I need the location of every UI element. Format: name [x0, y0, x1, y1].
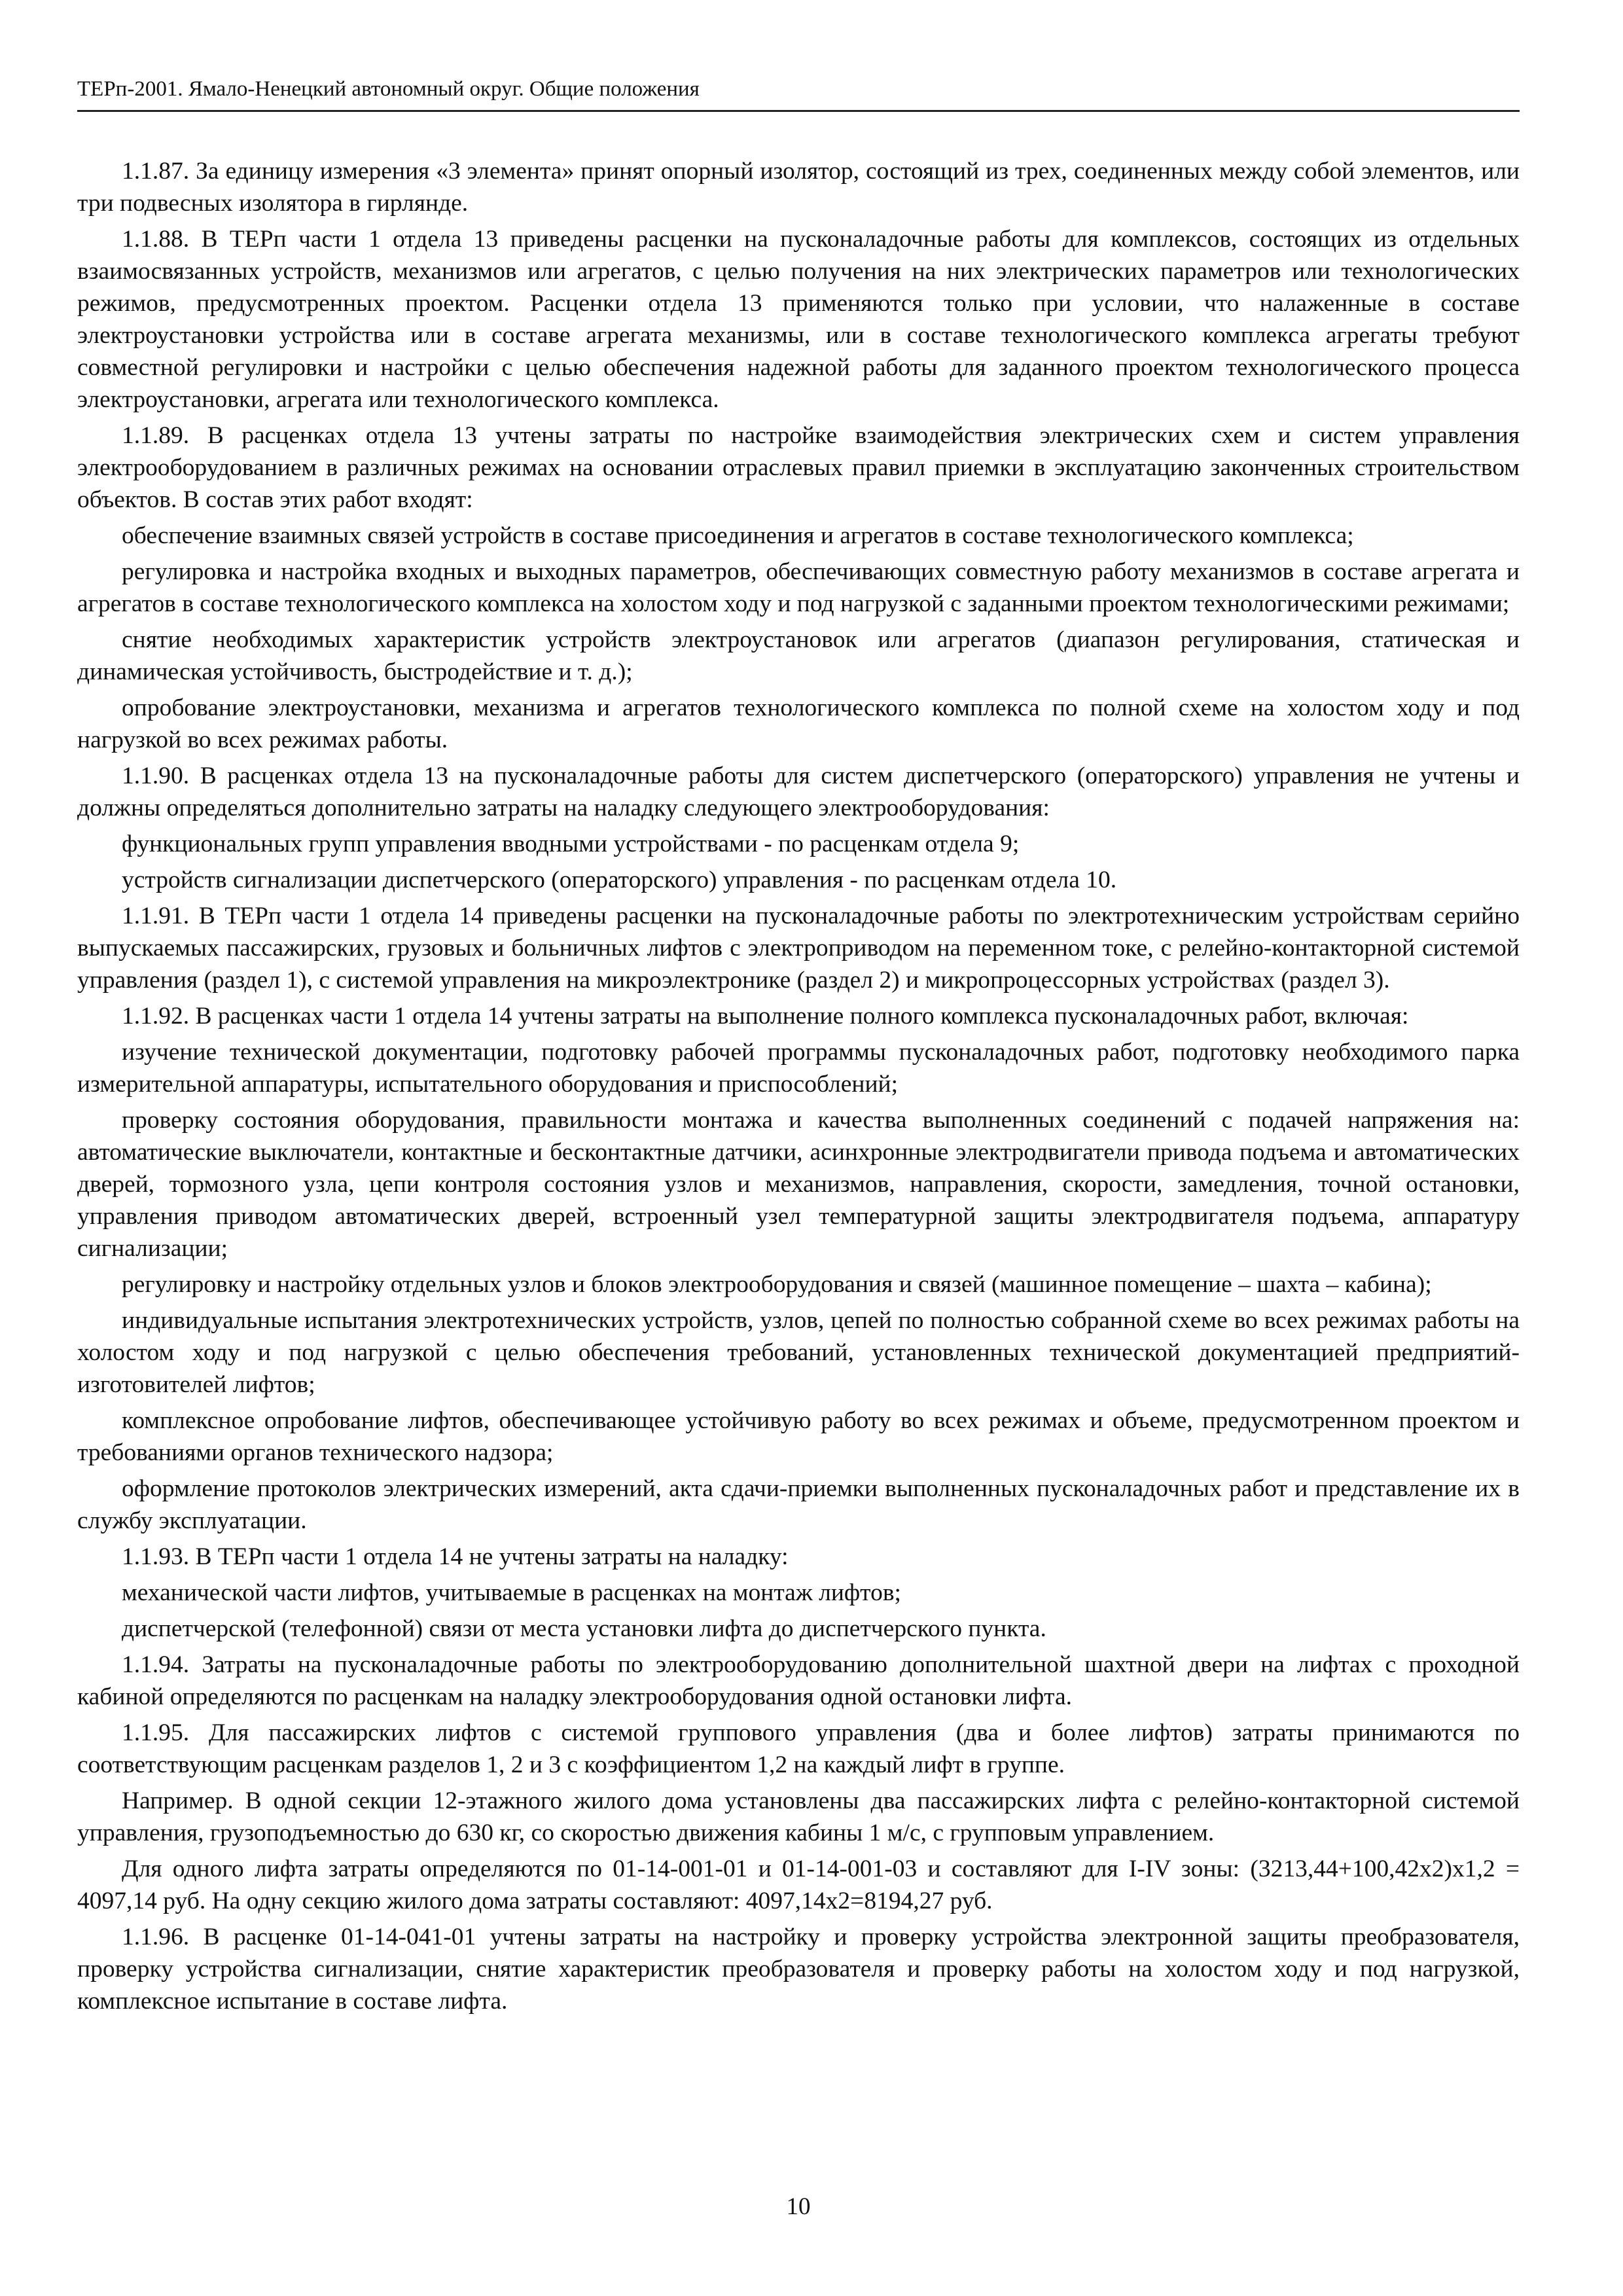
paragraph-1-1-93: 1.1.93. В ТЕРп части 1 отдела 14 не учтены затраты на наладку:	[122, 1543, 789, 1570]
list-item: проверку состояния оборудования, правильности монтажа и качества выполненных соединений с подачей напряжения на: автоматические выключатели, контактные и бесконтактные датчики, асинхронные электродвигатели привода подъема и автоматических дверей, тормозного узла, цепи контроля состояния узлов и механизмов, направления, скорости, замедления, точной остановки, управления приводом автоматических дверей, встроенный узел температурной защиты электродвигателя подъема, аппаратуру сигнализации;	[77, 1107, 1520, 1262]
paragraph-1-1-94: 1.1.94. Затраты на пусконаладочные работы по электрооборудованию дополнительной шахтной двери на лифтах с проходной кабиной определяются по расценкам на наладку электрооборудования одной остановки лифта.	[77, 1651, 1520, 1710]
list-item: диспетчерской (телефонной) связи от места установки лифта до диспетчерского пункта.	[122, 1615, 1046, 1642]
document-page	[77, 0, 1520, 2296]
list-item: устройств сигнализации диспетчерского (операторского) управления - по расценкам отдела 10.	[122, 867, 1117, 893]
list-item: опробование электроустановки, механизма и агрегатов технологического комплекса по полной схеме на холостом ходу и под нагрузкой во всех режимах работы.	[77, 694, 1520, 753]
list-item: изучение технической документации, подготовку рабочей программы пусконаладочных работ, подготовку необходимого парка измерительной аппаратуры, испытательного оборудования и приспособлений;	[77, 1039, 1520, 1098]
paragraph-1-1-89: 1.1.89. В расценках отдела 13 учтены затраты по настройке взаимодействия электрических схем и систем управления электрооборудованием в различных режимах на основании отраслевых правил приемки в эксплуатацию законченных строительством объектов. В состав этих работ входят:	[77, 422, 1520, 513]
paragraph-1-1-87: 1.1.87. За единицу измерения «3 элемента» принят опорный изолятор, состоящий из трех, соединенных между собой элементов, или три подвесных изолятора в гирлянде.	[77, 158, 1520, 217]
list-item: механической части лифтов, учитываемые в расценках на монтаж лифтов;	[122, 1579, 901, 1606]
running-header: ТЕРп-2001. Ямало-Ненецкий автономный округ. Общие положения	[77, 73, 1520, 112]
paragraph-1-1-95: 1.1.95. Для пассажирских лифтов с системой группового управления (два и более лифтов) затраты принимаются по соответствующим расценкам разделов 1, 2 и 3 с коэффициентом 1,2 на каждый лифт в группе.	[77, 1719, 1520, 1778]
paragraph-1-1-90: 1.1.90. В расценках отдела 13 на пусконаладочные работы для систем диспетчерского (операторского) управления не учтены и должны определяться дополнительно затраты на наладку следующего электрооборудования:	[77, 762, 1520, 821]
paragraph-1-1-96: 1.1.96. В расценке 01-14-041-01 учтены затраты на настройку и проверку устройства электронной защиты преобразователя, проверку устройства сигнализации, снятие характеристик преобразователя и проверку работы на холостом ходу и под нагрузкой, комплексное испытание в составе лифта.	[77, 1924, 1520, 2015]
example-paragraph: Например. В одной секции 12-этажного жилого дома установлены два пассажирских лифта с релейно-контакторной системой управления, грузоподъемностью до 630 кг, со скоростью движения кабины 1 м/с, с групповым управлением.	[77, 1787, 1520, 1846]
list-item: оформление протоколов электрических измерений, акта сдачи-приемки выполненных пусконаладочных работ и представление их в службу эксплуатации.	[77, 1475, 1520, 1534]
paragraph-1-1-91: 1.1.91. В ТЕРп части 1 отдела 14 приведены расценки на пусконаладочные работы по электротехническим устройствам серийно выпускаемых пассажирских, грузовых и больничных лифтов с электроприводом на переменном токе, с релейно-контакторной системой управления (раздел 1), с системой управления на микроэлектронике (раздел 2) и микропроцессорных устройствах (раздел 3).	[77, 903, 1520, 994]
list-item: снятие необходимых характеристик устройств электроустановок или агрегатов (диапазон регулирования, статическая и динамическая устойчивость, быстродействие и т. д.);	[77, 626, 1520, 685]
list-item: регулировка и настройка входных и выходных параметров, обеспечивающих совместную работу механизмов в составе агрегата и агрегатов в составе технологического комплекса на холостом ходу и под нагрузкой с заданными проектом технологическими режимами;	[77, 558, 1520, 617]
list-item: индивидуальные испытания электротехнических устройств, узлов, цепей по полностью собранной схеме во всех режимах работы на холостом ходу и под нагрузкой с целью обеспечения требований, установленных технической документацией предприятий-изготовителей лифтов;	[77, 1307, 1520, 1398]
document-body	[77, 155, 1520, 2021]
list-item: комплексное опробование лифтов, обеспечивающее устойчивую работу во всех режимах и объеме, предусмотренном проектом и требованиями органов технического надзора;	[77, 1407, 1520, 1466]
paragraph-1-1-88: 1.1.88. В ТЕРп части 1 отдела 13 приведены расценки на пусконаладочные работы для комплексов, состоящих из отдельных взаимосвязанных устройств, механизмов или агрегатов, с целью получения на них электрических параметров или технологических режимов, предусмотренных проектом. Расценки отдела 13 применяются только при условии, что налаженные в составе электроустановки устройства или в составе агрегата механизмы, или в составе технологического комплекса агрегаты требуют совместной регулировки и настройки с целью обеспечения надежной работы для заданного проектом технологического процесса электроустановки, агрегата или технологического комплекса.	[77, 226, 1520, 413]
paragraph-1-1-92: 1.1.92. В расценках части 1 отдела 14 учтены затраты на выполнение полного комплекса пусконаладочных работ, включая:	[122, 1003, 1409, 1030]
list-item: функциональных групп управления вводными устройствами - по расценкам отдела 9;	[122, 831, 1020, 857]
list-item: обеспечение взаимных связей устройств в составе присоединения и агрегатов в составе технологического комплекса;	[122, 522, 1354, 549]
list-item: регулировку и настройку отдельных узлов и блоков электрооборудования и связей (машинное помещение – шахта – кабина);	[122, 1271, 1432, 1298]
calculation-paragraph: Для одного лифта затраты определяются по 01-14-001-01 и 01-14-001-03 и составляют для I-IV зоны: (3213,44+100,42х2)х1,2 = 4097,14 руб. На одну секцию жилого дома затраты составляют: 4097,14х2=8194,27 руб.	[77, 1856, 1520, 1914]
page-number: 10	[786, 2193, 811, 2220]
